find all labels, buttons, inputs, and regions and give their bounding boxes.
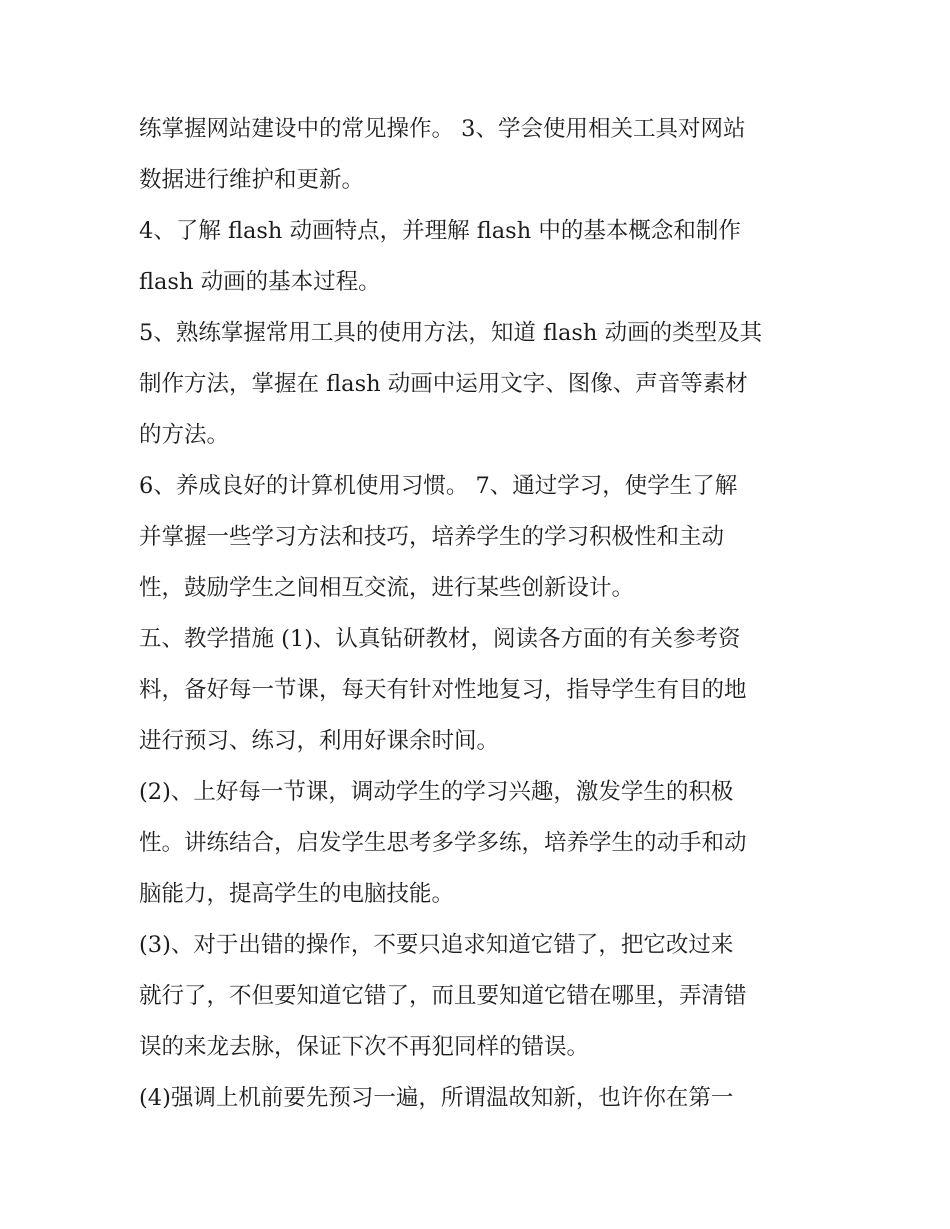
text-line: 误的来龙去脉，保证下次不再犯同样的错误。 [139, 1034, 590, 1060]
text-line: 4、了解 flash 动画特点，并理解 flash 中的基本概念和制作 [139, 218, 741, 244]
text-line: 五、教学措施 (1)、认真钻研教材，阅读各方面的有关参考资 [139, 626, 741, 652]
text-line: 并掌握一些学习方法和技巧，培养学生的学习积极性和主动 [139, 524, 725, 550]
text-line: 性。讲练结合，启发学生思考多学多练，培养学生的动手和动 [139, 830, 747, 856]
text-line: flash 动画的基本过程。 [139, 269, 381, 295]
text-line: 性，鼓励学生之间相互交流，进行某些创新设计。 [139, 575, 635, 601]
text-line: 脑能力，提高学生的电脑技能。 [139, 881, 455, 907]
text-line: 进行预习、练习，利用好课余时间。 [139, 728, 500, 754]
text-line: 数据进行维护和更新。 [139, 167, 365, 193]
text-line: (2)、上好每一节课，调动学生的学习兴趣，激发学生的积极 [139, 779, 734, 805]
document-body [139, 104, 819, 1124]
text-line: 5、熟练掌握常用工具的使用方法，知道 flash 动画的类型及其 [139, 320, 763, 346]
text-line: 制作方法，掌握在 flash 动画中运用文字、图像、声音等素材 [139, 371, 748, 397]
text-line: 6、养成良好的计算机使用习惯。 7、通过学习，使学生了解 [139, 473, 738, 499]
text-line: 就行了，不但要知道它错了，而且要知道它错在哪里，弄清错 [139, 983, 747, 1009]
text-line: 练掌握网站建设中的常见操作。 3、学会使用相关工具对网站 [139, 116, 746, 142]
text-line: (4)强调上机前要先预习一遍，所谓温故知新，也许你在第一 [139, 1085, 734, 1111]
text-line: 的方法。 [139, 422, 230, 448]
text-line: 料，备好每一节课，每天有针对性地复习，指导学生有目的地 [139, 677, 747, 703]
text-line: (3)、对于出错的操作，不要只追求知道它错了，把它改过来 [139, 932, 734, 958]
